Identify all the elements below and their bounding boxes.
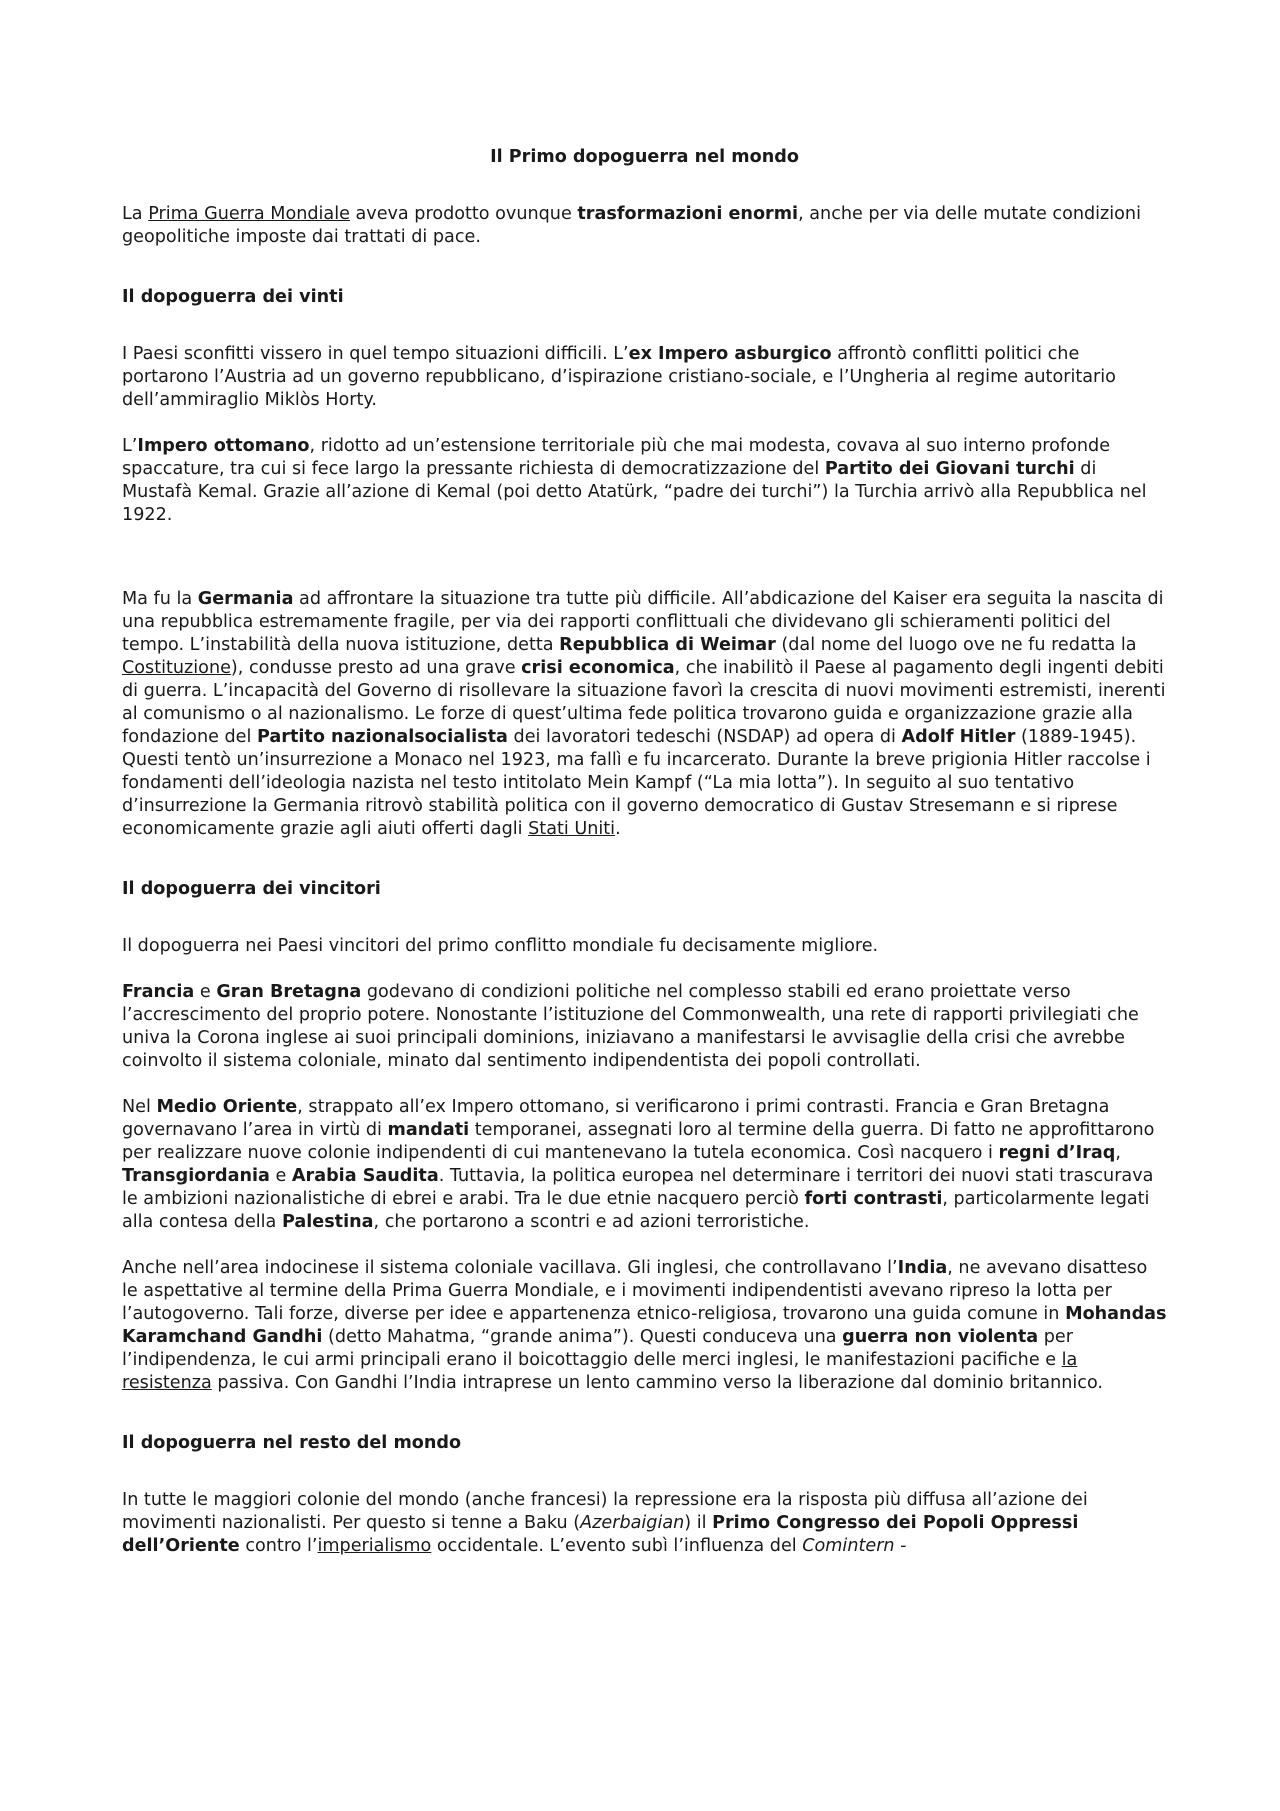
paragraph xyxy=(122,1096,1167,1234)
text-run: Nel xyxy=(122,1097,157,1117)
intro-paragraph xyxy=(122,203,1167,249)
document-page xyxy=(122,146,1167,1581)
text-run: , particolarmente legati alla contesa della xyxy=(122,1189,1150,1232)
text-run: . Tuttavia, la politica europea nel determinare i territori dei nuovi stati trascurava le ambizioni nazionalistiche di ebrei e arabi. Tra le due etnie nacquero perciò xyxy=(122,1166,1154,1209)
bold-text: Transgiordania xyxy=(122,1166,270,1186)
paragraph xyxy=(122,588,1167,841)
bold-text: regni d’Iraq xyxy=(998,1143,1116,1163)
paragraph xyxy=(122,1257,1167,1395)
text-run: Ma fu la xyxy=(122,589,198,609)
section-vincitori xyxy=(122,878,1167,1395)
text-run: , anche per via delle mutate condizioni geopolitiche imposte dai trattati di pace. xyxy=(122,204,1141,247)
text-run: , ridotto ad un’estensione territoriale più che mai modesta, covava al suo interno profonde spaccature, tra cui si fece largo la pressante richiesta di democratizzazione del xyxy=(122,436,1111,479)
bold-text: Repubblica di Weimar xyxy=(559,635,776,655)
text-run: e xyxy=(269,1166,292,1186)
text-run: , che inabilitò il Paese al pagamento degli ingenti debiti di guerra. L’incapacità del Governo di risollevare la situazione favorì la crescita di nuovi movimenti estremisti, inerenti al comunismo o al nazionalismo. Le forze di quest’ultima fede politica trovarono guida e organizzazione grazie alla fondazione del xyxy=(122,658,1166,747)
bold-text: Medio Oriente xyxy=(156,1097,298,1117)
bold-text: trasformazioni enormi xyxy=(577,204,799,224)
underlined-term: imperialismo xyxy=(317,1536,432,1556)
bold-text: Arabia Saudita xyxy=(291,1166,439,1186)
text-run: temporanei, assegnati loro al termine della guerra. Di fatto ne approfittarono per realizzare nuove colonie indipendenti di cui mantenevano la tutela economica. Così nacquero i xyxy=(122,1120,1155,1163)
text-run: affrontò conflitti politici che portarono l’Austria ad un governo repubblicano, d’ispirazione cristiano-sociale, e l’Ungheria al regime autoritario dell’ammiraglio Miklòs Horty. xyxy=(122,344,1116,410)
section-resto-del-mondo xyxy=(122,1432,1167,1558)
text-run: di Mustafà Kemal. Grazie all’azione di Kemal (poi detto Atatürk, “padre dei turchi”) la Turchia arrivò alla Repubblica nel 1922. xyxy=(122,459,1147,525)
text-run: In tutte le maggiori colonie del mondo (anche francesi) la repressione era la risposta più diffusa all’azione dei movimenti nazionalisti. Per questo si tenne a Baku ( xyxy=(122,1490,1088,1533)
bold-text: Partito dei Giovani turchi xyxy=(824,459,1075,479)
text-run: passiva. Con Gandhi l’India intraprese un lento cammino verso la liberazione dal dominio britannico. xyxy=(211,1373,1103,1393)
text-run: , che portarono a scontri e ad azioni terroristiche. xyxy=(373,1212,810,1232)
text-run: ad affrontare la situazione tra tutte più difficile. All’abdicazione del Kaiser era seguita la nascita di una repubblica estremamente fragile, per via dei rapporti conflittuali che dividevano gli schieramenti politici del tempo. L’instabilità della nuova istituzione, detta xyxy=(122,589,1164,655)
bold-text: Gran Bretagna xyxy=(216,982,362,1002)
text-run: (1889-1945). Questi tentò un’insurrezione a Monaco nel 1923, ma fallì e fu incarcerato. Durante la breve prigionia Hitler raccolse i fondamenti dell’ideologia nazista nel testo intitolato Mein Kampf (“La mia lotta”). In seguito al suo tentativo d’insurrezione la Germania ritrovò stabilità politica con il governo democratico di Gustav Stresemann e si riprese economicamente grazie agli aiuti offerti dagli xyxy=(122,727,1151,839)
text-run: occidentale. L’evento subì l’influenza del xyxy=(431,1536,803,1556)
text-run: . xyxy=(615,819,621,839)
bold-text: Primo Congresso dei Popoli Oppressi dell’Oriente xyxy=(122,1513,1079,1556)
paragraph xyxy=(122,935,1167,958)
italic-text: Azerbaigian xyxy=(580,1513,685,1533)
underlined-term: Stati Uniti xyxy=(528,819,616,839)
paragraph xyxy=(122,343,1167,412)
text-run: (detto Mahatma, “grande anima”). Questi conduceva una xyxy=(322,1327,843,1347)
bold-text: Germania xyxy=(197,589,294,609)
text-run: e xyxy=(194,982,217,1002)
bold-text: India xyxy=(897,1258,948,1278)
text-run: , strappato all’ex Impero ottomano, si verificarono i primi contrasti. Francia e Gran Bretagna governavano l’area in virtù di xyxy=(122,1097,1110,1140)
underlined-term: Costituzione xyxy=(122,658,231,678)
underlined-term: Prima Guerra Mondiale xyxy=(148,204,350,224)
bold-text: crisi economica xyxy=(521,658,675,678)
bold-text: Francia xyxy=(122,982,195,1002)
bold-text: Impero ottomano xyxy=(137,436,310,456)
bold-text: mandati xyxy=(387,1120,470,1140)
page-title: Il Primo dopoguerra nel mondo xyxy=(490,147,799,167)
text-run: La xyxy=(122,204,149,224)
paragraph xyxy=(122,1489,1167,1558)
bold-text: Mohandas Karamchand Gandhi xyxy=(122,1304,1167,1347)
bold-text: Palestina xyxy=(281,1212,374,1232)
text-run: godevano di condizioni politiche nel complesso stabili ed erano proiettate verso l’accrescimento del proprio potere. Nonostante l’istituzione del Commonwealth, una rete di rapporti privilegiati che univa la Corona inglese ai suoi principali dominions, iniziavano a manifestarsi le avvisaglie della crisi che avrebbe coinvolto il sistema coloniale, minato dal sentimento indipendentista dei popoli controllati. xyxy=(122,982,1139,1071)
section-heading: Il dopoguerra dei vinti xyxy=(122,287,344,307)
bold-text: Partito nazionalsocialista xyxy=(257,727,508,747)
bold-text: ex Impero asburgico xyxy=(628,344,832,364)
text-run: Il dopoguerra nei Paesi vincitori del primo conflitto mondiale fu decisamente migliore. xyxy=(122,936,879,956)
section-heading: Il dopoguerra nel resto del mondo xyxy=(122,1433,462,1453)
section-vinti xyxy=(122,286,1167,841)
bold-text: forti contrasti xyxy=(804,1189,943,1209)
text-run: ) il xyxy=(684,1513,713,1533)
text-run: contro l’ xyxy=(239,1536,318,1556)
bold-text: Adolf Hitler xyxy=(901,727,1016,747)
text-run: dei lavoratori tedeschi (NSDAP) ad opera di xyxy=(507,727,902,747)
text-run: I Paesi sconfitti vissero in quel tempo situazioni difficili. L’ xyxy=(122,344,629,364)
italic-text: Comintern - xyxy=(802,1536,907,1556)
text-run: L’ xyxy=(122,436,138,456)
text-run: ), condusse presto ad una grave xyxy=(230,658,522,678)
text-run: , ne avevano disatteso le aspettative al termine della Prima Guerra Mondiale, e i movimenti indipendentisti avevano ripreso la lotta per l’autogoverno. Tali forze, diverse per idee e appartenenza etnico-religiosa, trovarono una guida comune in xyxy=(122,1258,1148,1324)
text-run: , xyxy=(1115,1143,1121,1163)
text-run: per l’indipendenza, le cui armi principali erano il boicottaggio delle merci inglesi, le manifestazioni pacifiche e xyxy=(122,1327,1073,1370)
section-heading: Il dopoguerra dei vincitori xyxy=(122,879,381,899)
text-run: Anche nell’area indocinese il sistema coloniale vacillava. Gli inglesi, che controllavano l’ xyxy=(122,1258,898,1278)
underlined-term: la resistenza xyxy=(122,1350,1078,1393)
paragraph xyxy=(122,435,1167,527)
paragraph xyxy=(122,981,1167,1073)
text-run: (dal nome del luogo ove ne fu redatta la xyxy=(775,635,1137,655)
bold-text: guerra non violenta xyxy=(842,1327,1039,1347)
text-run: aveva prodotto ovunque xyxy=(349,204,578,224)
